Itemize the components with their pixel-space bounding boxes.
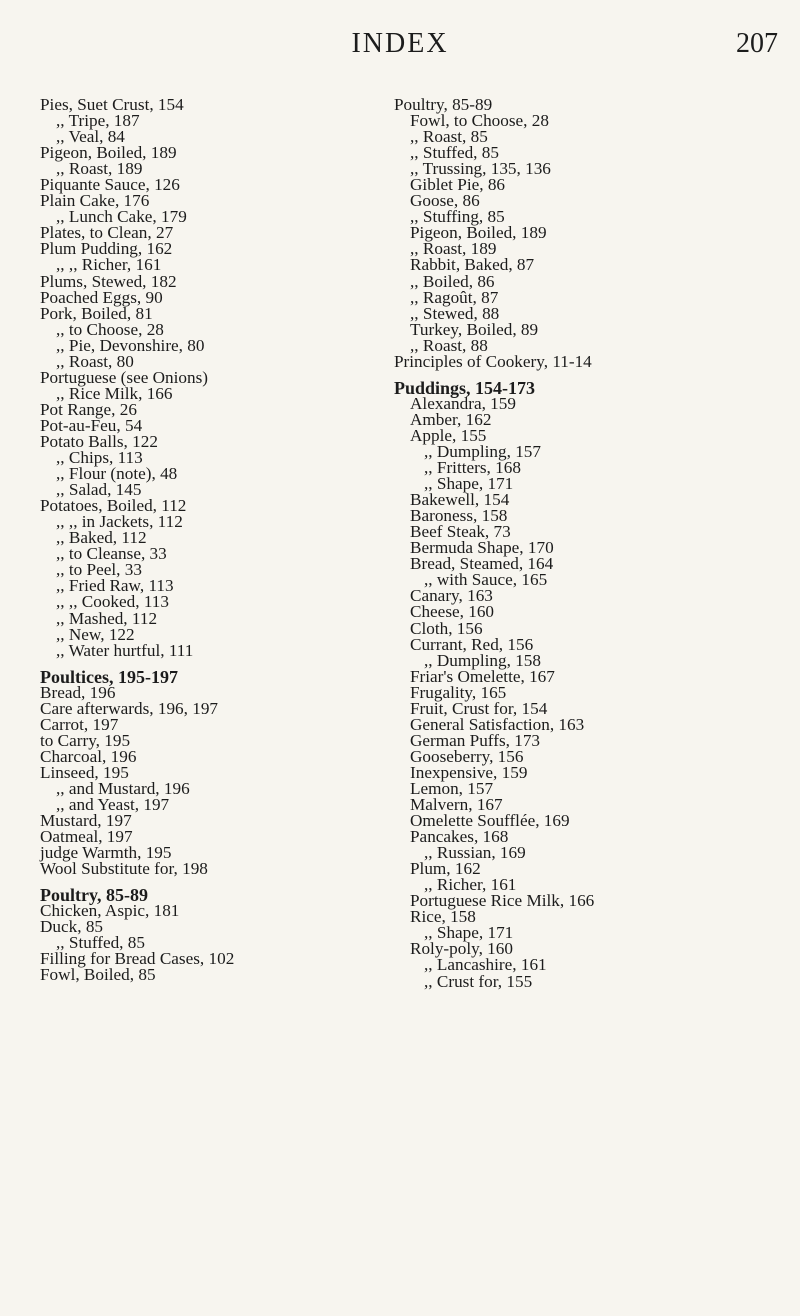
index-entry: Fowl, to Choose, 28 — [410, 111, 549, 131]
index-entry: Giblet Pie, 86 — [410, 175, 506, 195]
index-entry: to Carry, 195 — [40, 730, 131, 750]
index-entry: Portuguese (see Onions) — [40, 367, 209, 387]
index-entry: ,, Fried Raw, 113 — [56, 576, 174, 596]
index-entry: ,, Rice Milk, 166 — [56, 383, 173, 403]
index-entry: ,, Shape, 171 — [424, 923, 514, 943]
index-entry: ,, New, 122 — [56, 624, 135, 644]
index-entry: Principles of Cookery, 11-14 — [394, 351, 592, 371]
index-entry: ,, Richer, 161 — [424, 875, 517, 895]
index-entry: ,, ,, Cooked, 113 — [56, 592, 169, 612]
index-entry: Linseed, 195 — [40, 762, 129, 782]
index-entry: Plum, 162 — [410, 859, 481, 879]
index-section-heading: Puddings, 154-173 — [394, 377, 536, 398]
index-entry: Carrot, 197 — [40, 714, 119, 734]
index-entry: ,, ,, in Jackets, 112 — [56, 512, 183, 532]
index-entry: Pigeon, Boiled, 189 — [410, 223, 547, 243]
index-entry: Cheese, 160 — [410, 602, 495, 622]
index-entry: Piquante Sauce, 126 — [40, 175, 180, 195]
index-entry: Wool Substitute for, 198 — [40, 859, 208, 879]
index-entry: Turkey, Boiled, 89 — [410, 319, 539, 339]
index-entry: ,, ,, Richer, 161 — [56, 255, 162, 275]
index-entry: Beef Steak, 73 — [410, 522, 511, 542]
index-entry: ,, Stewed, 88 — [410, 303, 500, 323]
index-entry: ,, Ragoût, 87 — [410, 287, 499, 307]
index-entry: Portuguese Rice Milk, 166 — [410, 891, 595, 911]
index-entry: ,, Stuffing, 85 — [410, 207, 505, 227]
index-entry: Bermuda Shape, 170 — [410, 538, 554, 558]
page-title: INDEX — [351, 28, 449, 59]
index-entry: ,, Water hurtful, 111 — [56, 640, 194, 660]
index-entry: Cloth, 156 — [410, 618, 483, 638]
index-column-right — [394, 97, 774, 990]
index-entry: ,, Trussing, 135, 136 — [410, 159, 551, 179]
index-entry: ,, to Cleanse, 33 — [56, 544, 167, 564]
index-entry: ,, Stuffed, 85 — [410, 143, 499, 163]
index-entry: ,, Mashed, 112 — [56, 608, 158, 628]
index-entry: Rabbit, Baked, 87 — [410, 255, 535, 275]
index-entry: German Puffs, 173 — [410, 730, 541, 750]
index-entry: Bakewell, 154 — [410, 490, 510, 510]
index-entry: Plums, Stewed, 182 — [40, 271, 177, 291]
index-entry: Pies, Suet Crust, 154 — [40, 95, 184, 114]
index-entry: Poultry, 85-89 — [394, 95, 493, 114]
index-entry: ,, Dumpling, 157 — [424, 441, 541, 461]
index-entry: Plates, to Clean, 27 — [40, 223, 174, 243]
index-entry: Pot Range, 26 — [40, 399, 137, 419]
index-entry: Pigeon, Boiled, 189 — [40, 143, 177, 163]
index-entry: judge Warmth, 195 — [40, 843, 172, 863]
index-entry: ,, Roast, 189 — [56, 159, 143, 179]
index-entry: Potatoes, Boiled, 112 — [40, 496, 187, 516]
index-entry: General Satisfaction, 163 — [410, 714, 585, 734]
index-entry: Mustard, 197 — [40, 811, 132, 831]
index-entry: ,, Roast, 80 — [56, 351, 134, 371]
index-entry: Potato Balls, 122 — [40, 431, 158, 451]
index-entry: Inexpensive, 159 — [410, 762, 528, 782]
index-entry: Rice, 158 — [410, 907, 476, 927]
index-entry: Alexandra, 159 — [410, 393, 516, 413]
index-entry: ,, Dumpling, 158 — [424, 650, 541, 670]
index-entry: Omelette Soufflée, 169 — [410, 811, 570, 831]
index-entry: ,, Crust for, 155 — [424, 971, 533, 991]
index-entry: ,, Tripe, 187 — [56, 111, 140, 131]
index-entry: Plain Cake, 176 — [40, 191, 150, 211]
index-entry: Friar's Omelette, 167 — [410, 666, 555, 686]
index-section-heading: Poultices, 195-197 — [40, 666, 178, 687]
index-entry: ,, Fritters, 168 — [424, 458, 521, 478]
index-entry: Oatmeal, 197 — [40, 827, 133, 847]
index-entry: ,, with Sauce, 165 — [424, 570, 548, 590]
index-entry: Duck, 85 — [40, 917, 104, 937]
index-entry: Frugality, 165 — [410, 682, 507, 702]
index-entry: ,, Baked, 112 — [56, 528, 147, 548]
index-entry: Pot-au-Feu, 54 — [40, 415, 143, 435]
index-entry: Apple, 155 — [410, 425, 487, 445]
index-entry: Currant, Red, 156 — [410, 634, 534, 654]
index-entry: ,, Chips, 113 — [56, 448, 143, 468]
index-entry: Pork, Boiled, 81 — [40, 303, 153, 323]
index-entry: ,, Shape, 171 — [424, 474, 514, 494]
index-entry: Goose, 86 — [410, 191, 480, 211]
index-entry: ,, to Choose, 28 — [56, 319, 164, 339]
index-entry: ,, Salad, 145 — [56, 480, 142, 500]
index-entry: Fruit, Crust for, 154 — [410, 698, 548, 718]
index-entry: Filling for Bread Cases, 102 — [40, 949, 235, 969]
index-entry: ,, Lancashire, 161 — [424, 955, 547, 975]
index-entry: Fowl, Boiled, 85 — [40, 965, 156, 985]
page-number: 207 — [736, 28, 778, 59]
index-entry: ,, Roast, 189 — [410, 239, 497, 259]
index-entry: Amber, 162 — [410, 409, 492, 429]
index-section-heading: Poultry, 85-89 — [40, 885, 148, 906]
index-entry: Plum Pudding, 162 — [40, 239, 173, 259]
index-entry: ,, Stuffed, 85 — [56, 933, 145, 953]
index-entry: ,, and Yeast, 197 — [56, 795, 170, 815]
running-head — [0, 28, 800, 64]
index-entry: ,, Russian, 169 — [424, 843, 526, 863]
index-entry: Pancakes, 168 — [410, 827, 509, 847]
index-entry: Care afterwards, 196, 197 — [40, 698, 219, 718]
index-entry: ,, Lunch Cake, 179 — [56, 207, 187, 227]
index-entry: Canary, 163 — [410, 586, 493, 606]
index-entry: Malvern, 167 — [410, 795, 503, 815]
index-entry: Bread, Steamed, 164 — [410, 554, 554, 574]
index-entry: Charcoal, 196 — [40, 746, 137, 766]
index-entry: Lemon, 157 — [410, 778, 494, 798]
index-entry: ,, Pie, Devonshire, 80 — [56, 335, 205, 355]
index-entry: ,, and Mustard, 196 — [56, 778, 190, 798]
index-entry: ,, Roast, 85 — [410, 127, 488, 147]
index-entry: ,, Veal, 84 — [56, 127, 125, 147]
index-entry: ,, Boiled, 86 — [410, 271, 495, 291]
index-column-left — [40, 97, 378, 984]
index-entry: Gooseberry, 156 — [410, 746, 524, 766]
index-entry: ,, Flour (note), 48 — [56, 464, 178, 484]
index-entry: ,, Roast, 88 — [410, 335, 488, 355]
index-entry: ,, to Peel, 33 — [56, 560, 142, 580]
index-entry: Bread, 196 — [40, 682, 116, 702]
index-entry: Baroness, 158 — [410, 506, 508, 526]
index-entry: Poached Eggs, 90 — [40, 287, 163, 307]
index-entry: Chicken, Aspic, 181 — [40, 901, 180, 921]
index-entry: Roly-poly, 160 — [410, 939, 513, 959]
